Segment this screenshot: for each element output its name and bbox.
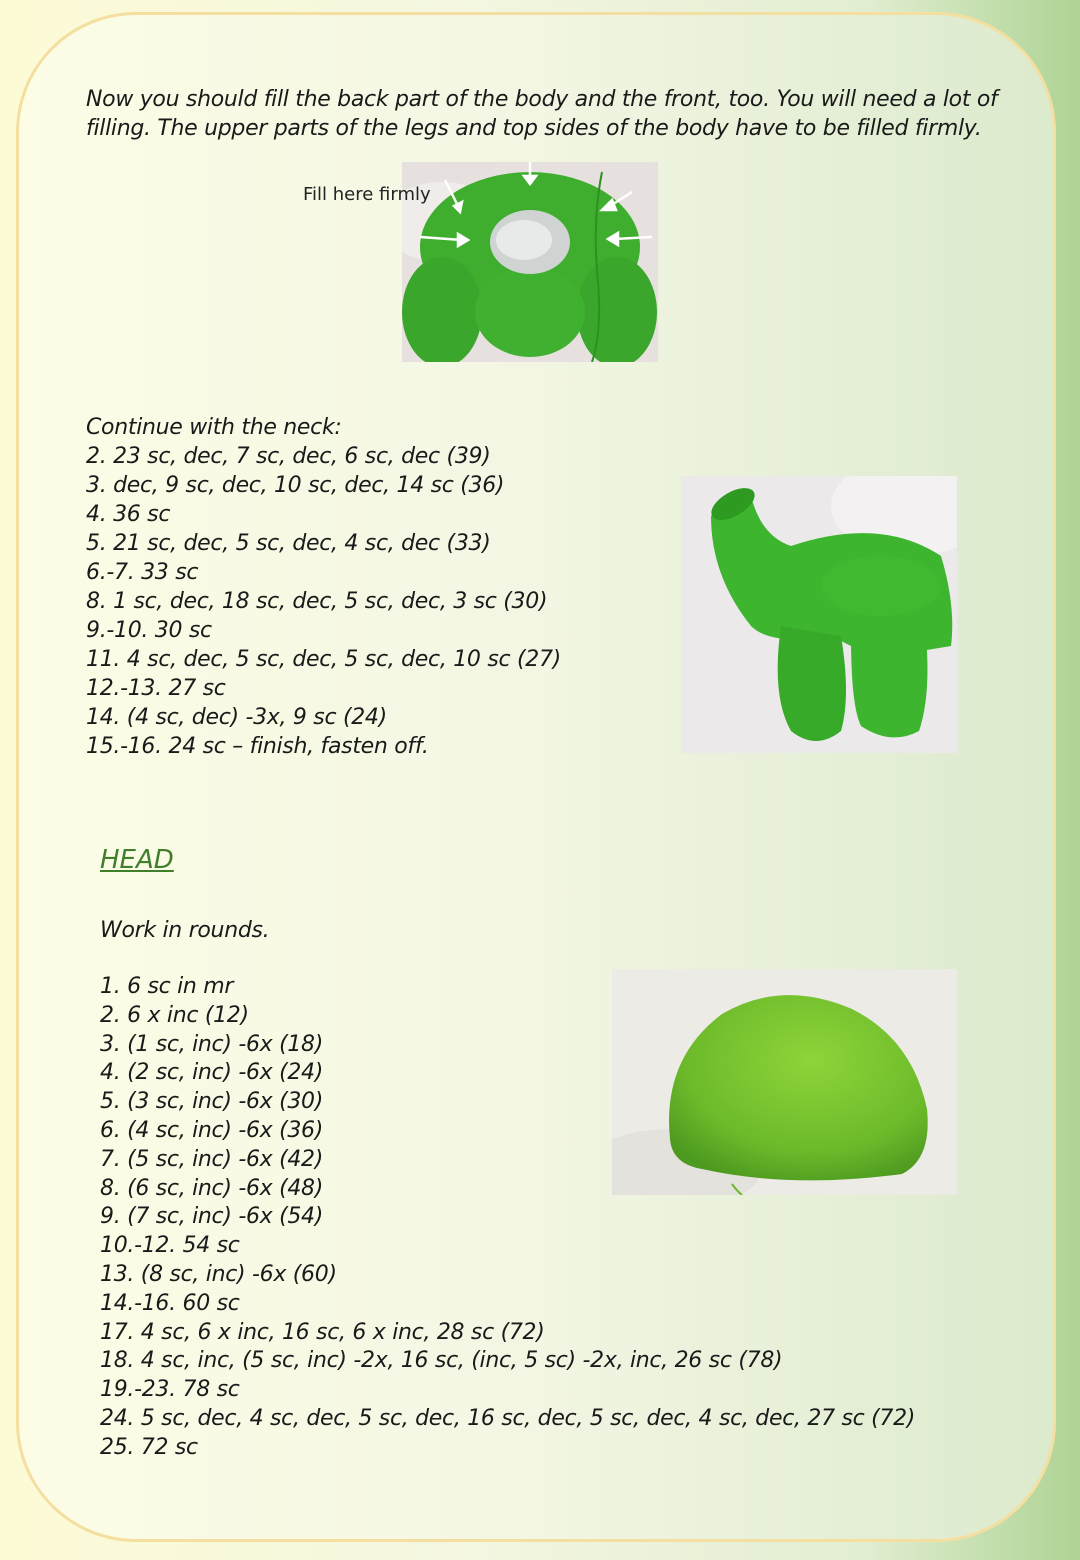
neck-row: 12.-13. 27 sc: [86, 676, 226, 701]
fill-annotation: Fill here firmly: [303, 184, 431, 205]
head-row: 18. 4 sc, inc, (5 sc, inc) -2x, 16 sc, (inc, 5 sc) -2x, inc, 26 sc (78): [100, 1348, 783, 1374]
neck-row: 14. (4 sc, dec) -3x, 9 sc (24): [86, 705, 387, 730]
head-row: 3. (1 sc, inc) -6x (18): [100, 1031, 324, 1057]
head-row: 13. (8 sc, inc) -6x (60): [100, 1261, 337, 1287]
head-photo: [612, 969, 957, 1195]
neck-row: 5. 21 sc, dec, 5 sc, dec, 4 sc, dec (33): [86, 531, 491, 556]
neck-row: 4. 36 sc: [86, 502, 171, 527]
neck-row: 8. 1 sc, dec, 18 sc, dec, 5 sc, dec, 3 sc (30): [86, 589, 548, 614]
head-heading: HEAD: [100, 845, 174, 875]
head-row: 2. 6 x inc (12): [100, 1002, 249, 1028]
head-row: 10.-12. 54 sc: [100, 1233, 240, 1259]
head-row: 8. (6 sc, inc) -6x (48): [100, 1175, 324, 1201]
intro-line: Now you should fill the back part of the body and the front, too. You will need a lot of: [86, 87, 998, 112]
head-row: 9. (7 sc, inc) -6x (54): [100, 1204, 324, 1230]
intro-line: filling. The upper parts of the legs and top sides of the body have to be filled firmly.: [86, 116, 982, 141]
head-row: 7. (5 sc, inc) -6x (42): [100, 1146, 324, 1172]
head-row: 14.-16. 60 sc: [100, 1290, 240, 1316]
neck-row: 6.-7. 33 sc: [86, 560, 199, 585]
head-intro: Work in rounds.: [100, 918, 270, 943]
neck-instructions: [86, 413, 561, 761]
neck-row: 2. 23 sc, dec, 7 sc, dec, 6 sc, dec (39): [86, 444, 491, 469]
head-row: 6. (4 sc, inc) -6x (36): [100, 1117, 324, 1143]
head-row: 19.-23. 78 sc: [100, 1377, 240, 1403]
neck-row: 9.-10. 30 sc: [86, 618, 212, 643]
head-row: 25. 72 sc: [100, 1434, 198, 1460]
neck-row: 11. 4 sc, dec, 5 sc, dec, 5 sc, dec, 10 sc (27): [86, 647, 561, 672]
head-row: 4. (2 sc, inc) -6x (24): [100, 1060, 324, 1086]
neck-photo: [681, 476, 957, 753]
intro-paragraph: [86, 85, 997, 143]
head-row: 5. (3 sc, inc) -6x (30): [100, 1089, 324, 1115]
head-row: 17. 4 sc, 6 x inc, 16 sc, 6 x inc, 28 sc (72): [100, 1319, 545, 1345]
head-row: 1. 6 sc in mr: [100, 974, 234, 999]
neck-row: 15.-16. 24 sc – finish, fasten off.: [86, 734, 429, 759]
neck-title: Continue with the neck:: [86, 415, 342, 440]
body-filling-photo: [402, 162, 658, 362]
neck-row: 3. dec, 9 sc, dec, 10 sc, dec, 14 sc (36): [86, 473, 505, 498]
head-row: 24. 5 sc, dec, 4 sc, dec, 5 sc, dec, 16 sc, dec, 5 sc, dec, 4 sc, dec, 27 sc (72): [100, 1405, 916, 1431]
